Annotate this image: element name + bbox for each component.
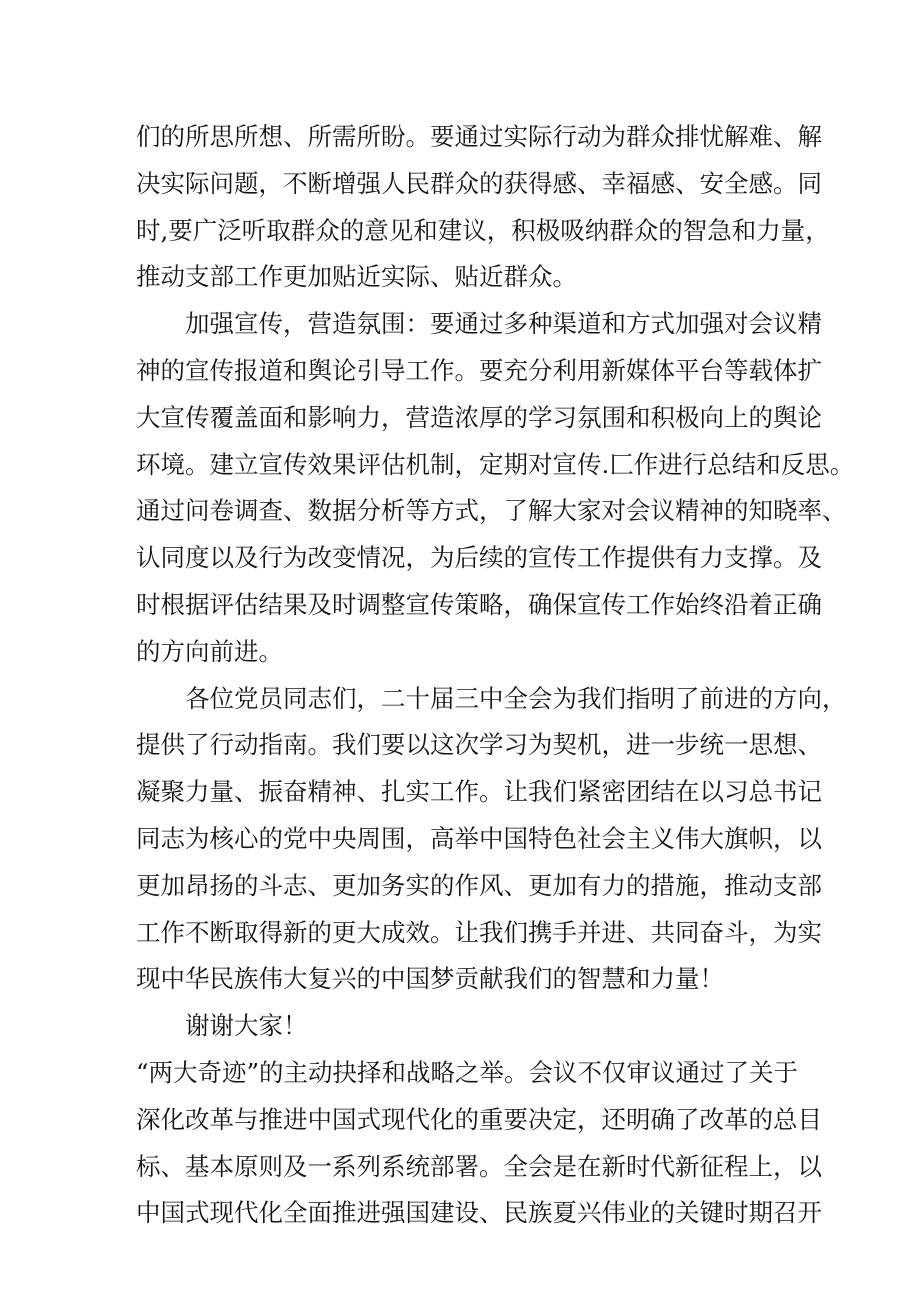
text-line: 时,要广泛听取群众的意见和建议，积极吸纳群众的智急和力量， [136, 215, 830, 245]
text-line: 提供了行动指南。我们要以这次学习为契机，进一步统一思想、 [136, 730, 822, 760]
text-line: 的方向前进。 [136, 636, 283, 666]
text-line: 时根据评估结果及时调整宣传策略，确保宣传工作始终沿着正确 [136, 589, 822, 619]
text-line: “两大奇迹”的主动抉择和战略之举。会议不仅审议通过了关于 [136, 1057, 799, 1087]
text-line: 现中华民族伟大复兴的中国梦贡献我们的智慧和力量！ [136, 964, 724, 994]
text-line: 同志为核心的党中央周围，高举中国特色社会主义伟大旗帜，以 [136, 823, 822, 853]
text-line: 推动支部工作更加贴近实际、贴近群众。 [136, 262, 577, 292]
text-line: 神的宣传报道和舆论引导工作。要充分利用新媒体平台等载体扩 [136, 355, 822, 385]
text-line: 工作不断取得新的更大成效。让我们携手并进、共同奋斗，为实 [136, 917, 822, 947]
text-line: 环境。建立宣传效果评估机制，定期对宣传.匚作进行总结和反思。 [136, 449, 855, 479]
document-body [136, 114, 855, 1237]
text-line: 中国式现代化全面推进强国建设、民族夏兴伟业的关键时期召开 [136, 1198, 822, 1228]
text-line: 更加昂扬的斗志、更加务实的作风、更加有力的措施，推动支部 [136, 870, 822, 900]
text-line: 们的所思所想、所需所盼。要通过实际行动为群众排忧解难、解 [136, 122, 822, 151]
text-line: 认同度以及行为改变情况，为后续的宣传工作提供有力支撑。及 [136, 543, 822, 573]
text-line: 各位党员同志们，二十届三中全会为我们指明了前进的方向， [185, 683, 847, 713]
text-line: 大宣传覆盖面和影响力，营造浓厚的学习氛围和积极向上的舆论 [136, 402, 822, 432]
text-line: 凝聚力量、振奋精神、扎实工作。让我们紧密团结在以习总书记 [136, 777, 822, 807]
text-line: 标、基本原则及一系列系统部署。全会是在新时代新征程上，以 [136, 1151, 822, 1181]
text-line: 深化改革与推进中国式现代化的重要决定，还明确了改革的总目 [136, 1104, 822, 1134]
text-line: 通过问卷调查、数据分析等方式，了解大家对会议精神的知晓率、 [136, 496, 847, 526]
text-line: 加强宣传，营造氛围：要通过多种渠道和方式加强对会议精 [185, 309, 822, 339]
text-line: 决实际问题，不断增强人民群众的获得感、幸福感、安全感。同 [136, 168, 822, 198]
text-line: 谢谢大家！ [185, 1011, 308, 1041]
